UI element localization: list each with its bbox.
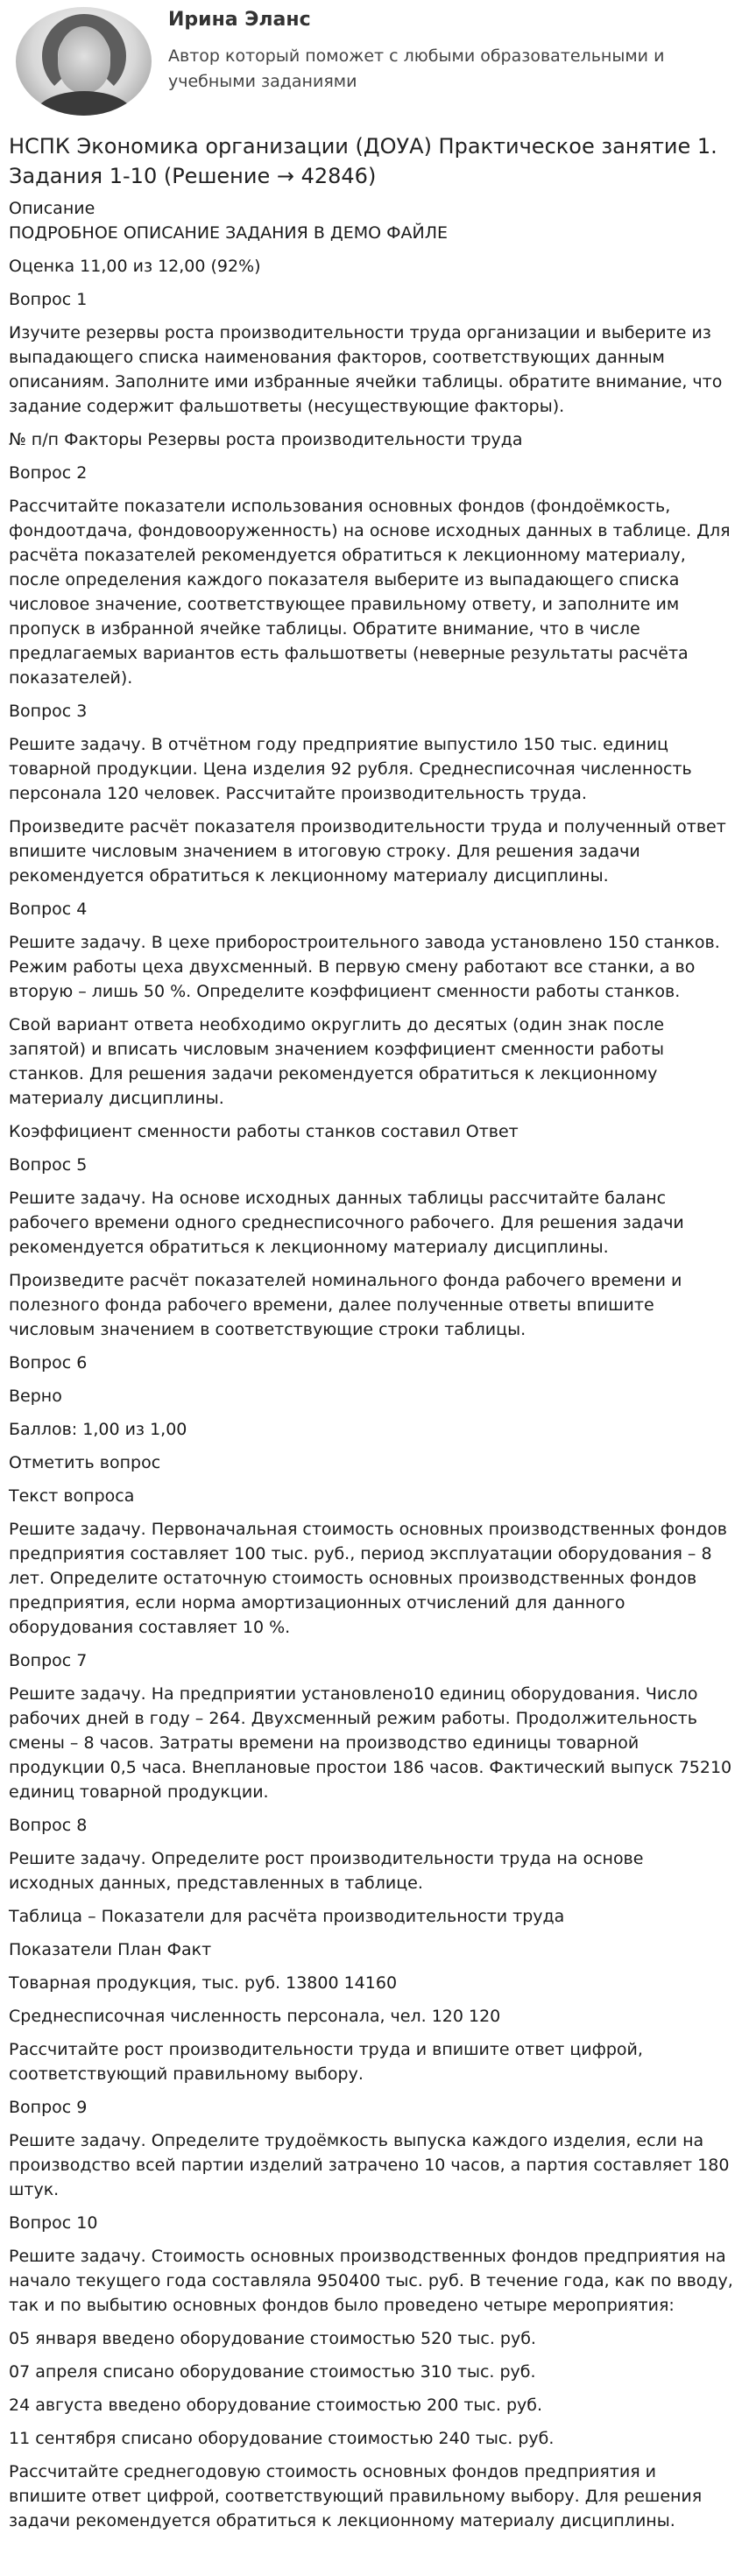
description-text: ПОДРОБНОЕ ОПИСАНИЕ ЗАДАНИЯ В ДЕМО ФАЙЛЕ — [9, 223, 449, 243]
question-8-table-head: Показатели План Факт — [9, 1940, 212, 1959]
description-label: Описание — [9, 199, 95, 218]
score-text: Оценка 11,00 из 12,00 (92%) — [9, 257, 261, 276]
question-3-text-2: Произведите расчёт показателя производительности труда и полученный ответ впишите числовым значением в итоговую строку. Для решения задачи рекомендуется обратиться к лекционному материалу дисциплины. — [9, 817, 726, 886]
question-5-text-2: Произведите расчёт показателей номинального фонда рабочего времени и полезного фонда рабочего времени, далее полученные ответы впишите числовым значением в соответствующие строки таблицы. — [9, 1271, 682, 1339]
question-4-answer-line: Коэффициент сменности работы станков составил Ответ — [9, 1122, 519, 1141]
question-2-label: Вопрос 2 — [9, 463, 88, 483]
question-6-label: Вопрос 6 — [9, 1353, 88, 1373]
question-8-table-title: Таблица – Показатели для расчёта производительности труда — [9, 1907, 565, 1926]
question-5-text-1: Решите задачу. На основе исходных данных таблицы рассчитайте баланс рабочего времени одного среднесписочного рабочего. Для решения задачи рекомендуется обратиться к лекционному материалу дисциплины. — [9, 1189, 684, 1257]
question-8-row-2: Среднесписочная численность персонала, чел. 120 120 — [9, 2007, 501, 2026]
question-8-text-2: Рассчитайте рост производительности труда и впишите ответ цифрой, соответствующий правильному выбору. — [9, 2040, 643, 2084]
question-9-text: Решите задачу. Определите трудоёмкость выпуска каждого изделия, если на производство всей партии изделий затрачено 10 часов, а партия составляет 180 штук. — [9, 2131, 730, 2199]
avatar-shoulders — [33, 91, 135, 116]
question-3-label: Вопрос 3 — [9, 702, 88, 721]
question-9-label: Вопрос 9 — [9, 2098, 88, 2117]
question-5-label: Вопрос 5 — [9, 1155, 88, 1175]
question-6-status: Верно — [9, 1387, 62, 1406]
question-10-event-1: 05 января введено оборудование стоимостью 520 тыс. руб. — [9, 2329, 536, 2348]
question-10-event-4: 11 сентября списано оборудование стоимостью 240 тыс. руб. — [9, 2429, 555, 2448]
question-6-text: Решите задачу. Первоначальная стоимость основных производственных фондов предприятия составляет 100 тыс. руб., период эксплуатации оборудования – 8 лет. Определите остаточную стоимость основных производственных фондов предприятия, если норма амортизационных отчислений для данного оборудования составляет 10 %. — [9, 1520, 727, 1637]
question-4-label: Вопрос 4 — [9, 900, 88, 919]
question-1-label: Вопрос 1 — [9, 290, 88, 309]
question-10-event-3: 24 августа введено оборудование стоимостью 200 тыс. руб. — [9, 2396, 543, 2415]
avatar-face — [58, 26, 110, 93]
question-8-text-1: Решите задачу. Определите рост производительности труда на основе исходных данных, представленных в таблице. — [9, 1849, 644, 1893]
question-6-text-label: Текст вопроса — [9, 1486, 135, 1506]
question-10-text-2: Рассчитайте среднегодовую стоимость основных фондов предприятия и впишите ответ цифрой, соответствующий правильному выбору. Для решения задачи рекомендуется обратиться к лекционному материалу дисциплины. — [9, 2462, 703, 2530]
question-7-label: Вопрос 7 — [9, 1651, 88, 1670]
author-description: Автор который поможет с любыми образовательными и учебными заданиями — [168, 46, 665, 91]
question-8-label: Вопрос 8 — [9, 1816, 88, 1835]
question-4-text-2: Свой вариант ответа необходимо округлить до десятых (один знак после запятой) и вписать числовым значением коэффициент сменности работы станков. Для решения задачи рекомендуется обратиться к лекционному материалу дисциплины. — [9, 1015, 665, 1108]
question-8-row-1: Товарная продукция, тыс. руб. 13800 14160 — [9, 1973, 398, 1993]
question-2-text: Рассчитайте показатели использования основных фондов (фондоёмкость, фондоотдача, фондовооруженность) на основе исходных данных в таблице. Для расчёта показателей рекомендуется обратиться к лекционному материалу, после определения каждого показателя выберите из выпадающего списка числовое значение, соответствующее правильному ответу, и заполните им пропуск в избранной ячейке таблицы. Обратите внимание, что в числе предлагаемых вариантов есть фальшответы (неверные результаты расчёта показателей). — [9, 497, 731, 688]
question-3-text-1: Решите задачу. В отчётном году предприятие выпустило 150 тыс. единиц товарной продукции. Цена изделия 92 рубля. Среднесписочная численность персонала 120 человек. Рассчитайте производительность труда. — [9, 735, 692, 803]
question-10-event-2: 07 апреля списано оборудование стоимостью 310 тыс. руб. — [9, 2362, 536, 2382]
document-title: НСПК Экономика организации (ДОУА) Практическое занятие 1. Задания 1-10 (Решение → 42846) — [9, 134, 717, 188]
author-name: Ирина Эланс — [168, 9, 311, 31]
question-6-flag-link[interactable]: Отметить вопрос — [9, 1453, 161, 1472]
question-10-text-1: Решите задачу. Стоимость основных производственных фондов предприятия на начало текущего года составляла 950400 тыс. руб. В течение года, как по вводу, так и по выбытию основных фондов было проведено четыре мероприятия: — [9, 2247, 733, 2315]
question-1-table-header: № п/п Факторы Резервы роста производительности труда — [9, 430, 523, 449]
author-avatar — [16, 7, 152, 116]
question-7-text: Решите задачу. На предприятии установлено10 единиц оборудования. Число рабочих дней в году – 264. Двухсменный режим работы. Продолжительность смены – 8 часов. Затраты времени на производство единицы товарной продукции 0,5 часа. Внеплановые простои 186 часов. Фактический выпуск 75210 единиц товарной продукции. — [9, 1684, 732, 1802]
author-header — [9, 0, 733, 123]
question-6-points: Баллов: 1,00 из 1,00 — [9, 1420, 187, 1439]
question-1-text: Изучите резервы роста производительности труда организации и выберите из выпадающего списка наименования факторов, соответствующих данным описаниям. Заполните ими избранные ячейки таблицы. обратите внимание, что задание содержит фальшответы (несуществующие факторы). — [9, 323, 723, 416]
question-10-label: Вопрос 10 — [9, 2213, 98, 2233]
question-4-text-1: Решите задачу. В цехе приборостроительного завода установлено 150 станков. Режим работы цеха двухсменный. В первую смену работают все станки, а во вторую – лишь 50 %. Определите коэффициент сменности работы станков. — [9, 933, 720, 1001]
